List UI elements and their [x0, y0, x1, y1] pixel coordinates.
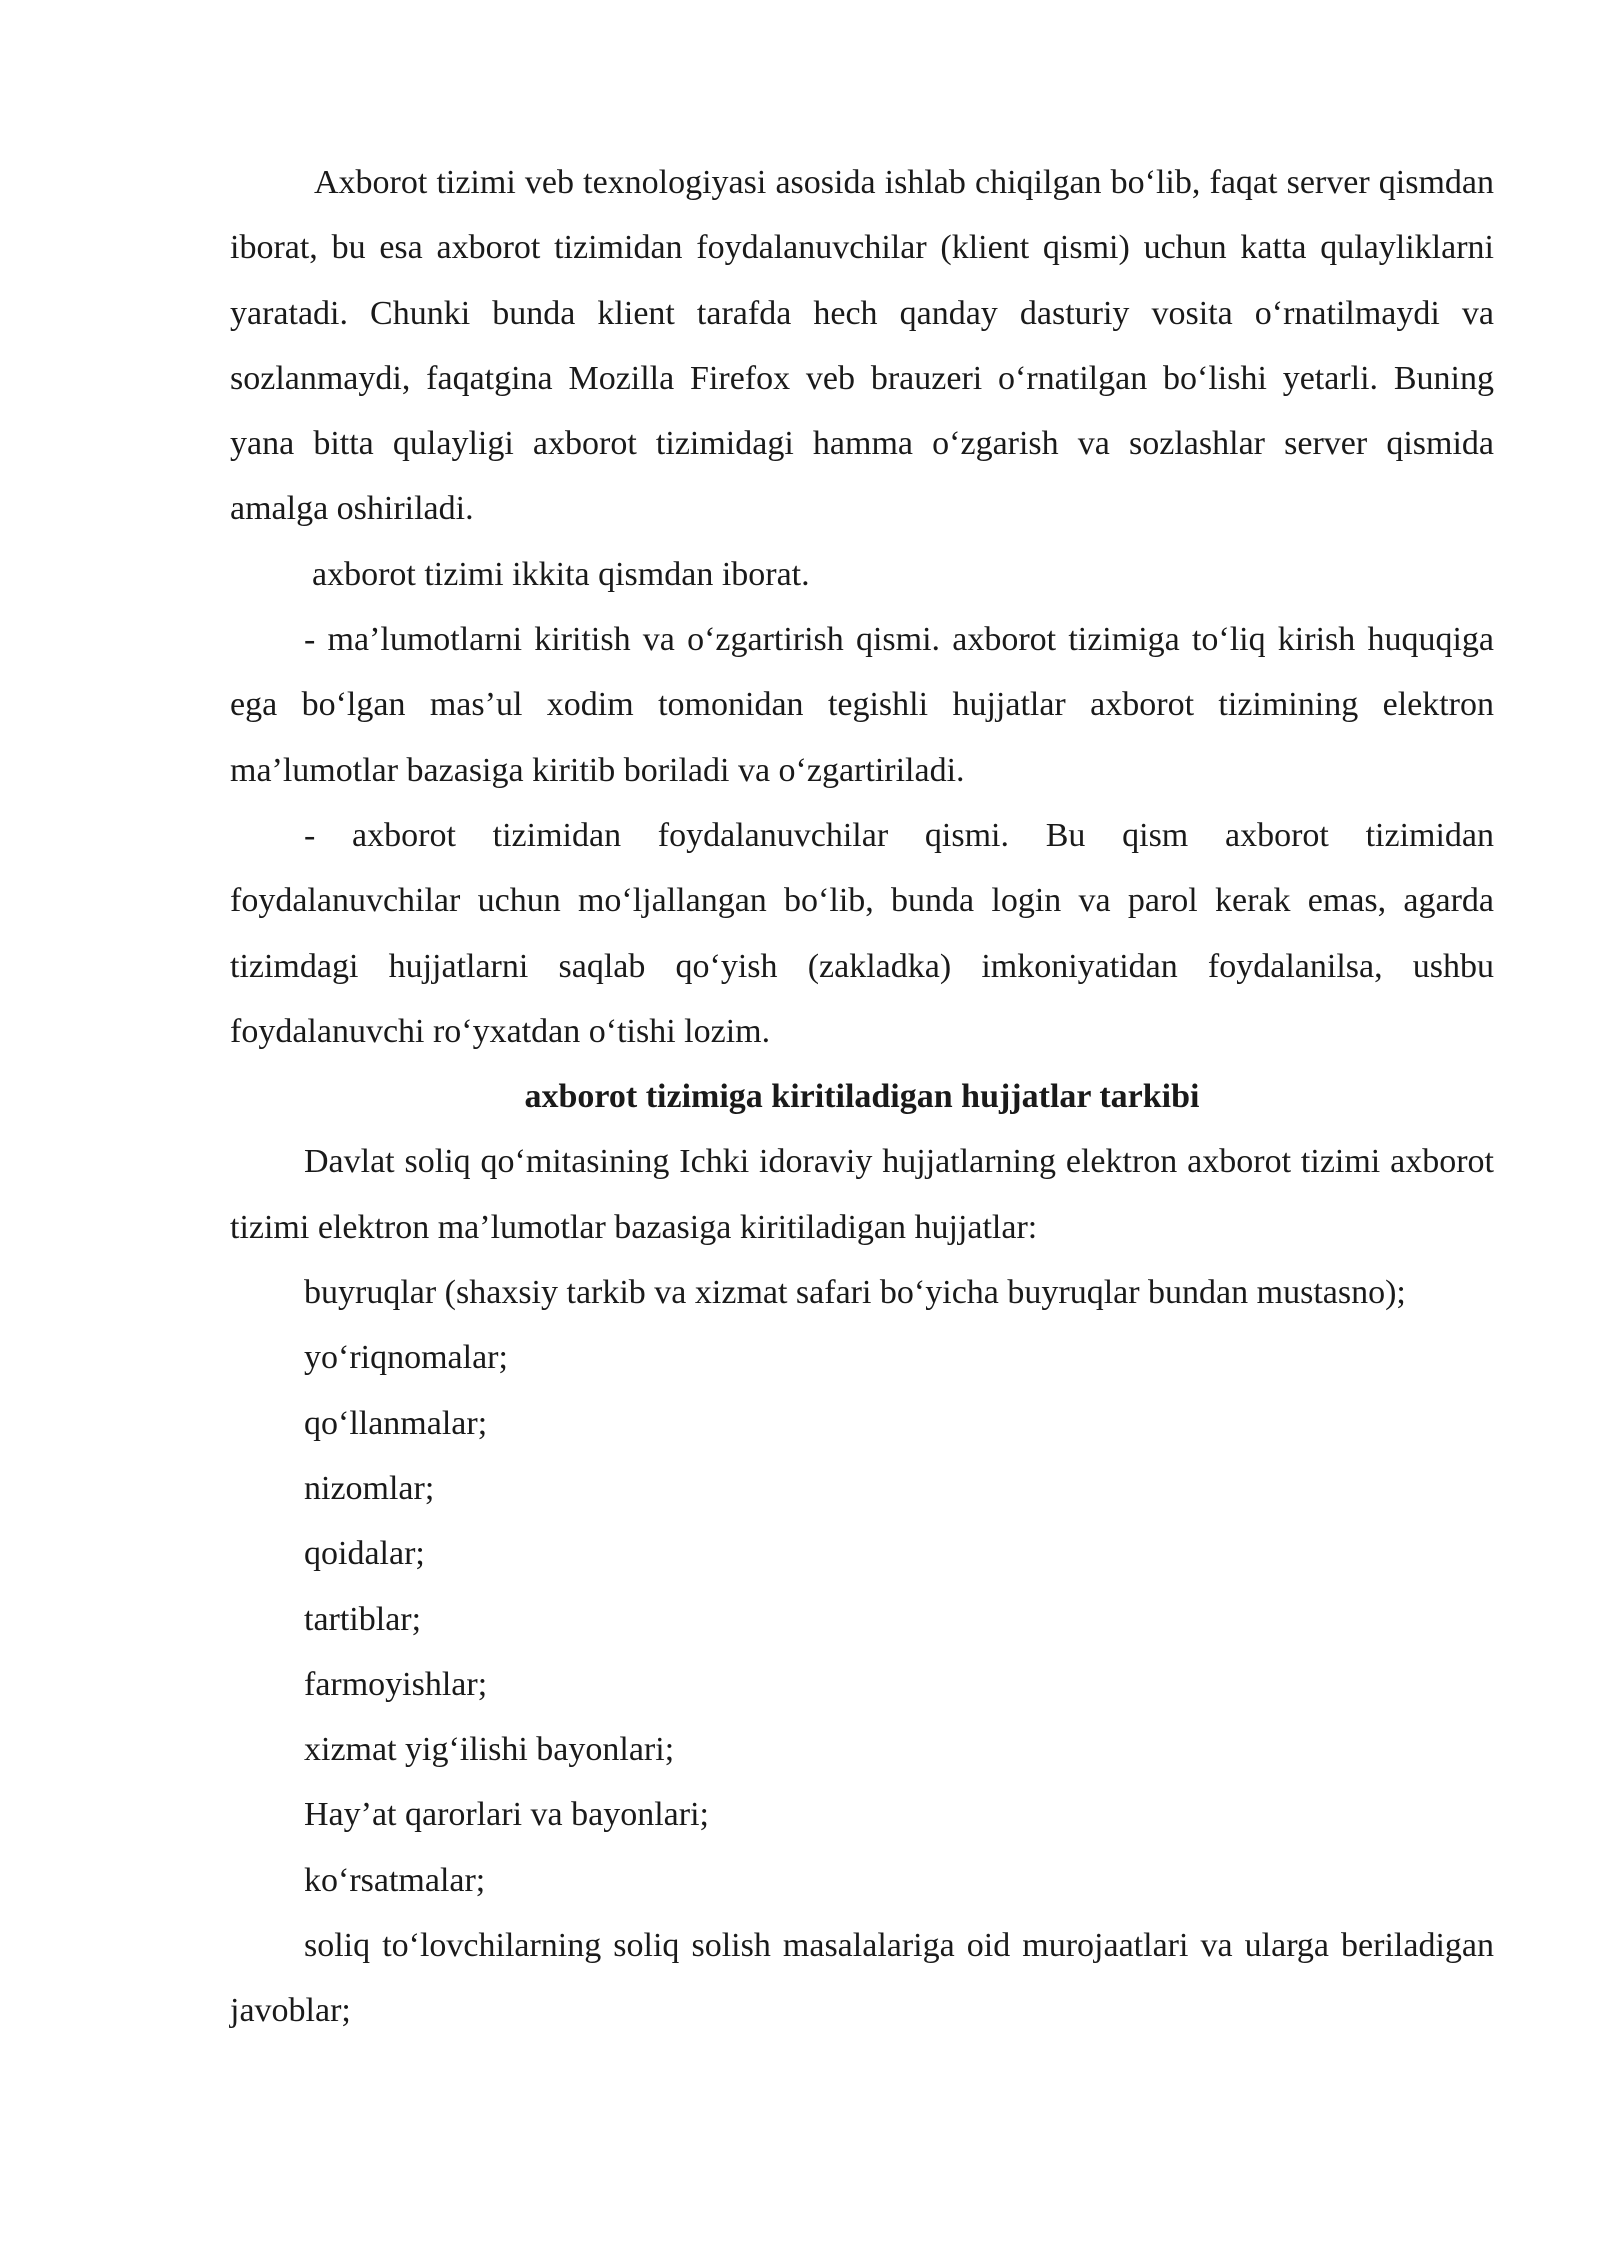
- list-item: Hay’at qarorlari va bayonlari;: [304, 1796, 709, 1834]
- document-page: [230, 150, 1494, 2044]
- list-item: yo‘riqnomalar;: [304, 1339, 508, 1377]
- section-heading: axborot tizimiga kiritiladigan hujjatlar tarkibi: [524, 1078, 1200, 1116]
- paragraph-input-part: - ma’lumotlarni kiritish va o‘zgartirish qismi. axborot tizimiga to‘liq kirish huquqiga ega bo‘lgan mas’ul xodim tomonidan tegishli hujjatlar axborot tizimining elektron ma’lumotlar bazasiga kiritib boriladi va o‘zgartiriladi.: [230, 621, 1494, 789]
- paragraph-documents-intro: Davlat soliq qo‘mitasining Ichki idoraviy hujjatlarning elektron axborot tizimi axborot tizimi elektron ma’lumotlar bazasiga kiritiladigan hujjatlar:: [230, 1143, 1494, 1246]
- list-item: tartiblar;: [304, 1600, 422, 1638]
- list-item: nizomlar;: [304, 1469, 435, 1507]
- paragraph-parts: axborot tizimi ikkita qismdan iborat.: [312, 555, 810, 593]
- paragraph-user-part: - axborot tizimidan foydalanuvchilar qismi. Bu qism axborot tizimidan foydalanuvchilar uchun mo‘ljallangan bo‘lib, bunda login va parol kerak emas, agarda tizimdagi hujjatlarni saqlab qo‘yish (zakladka) imkoniyatidan foydalanilsa, ushbu foydalanuvchi ro‘yxatdan o‘tishi lozim.: [230, 816, 1494, 1050]
- list-item: xizmat yig‘ilishi bayonlari;: [304, 1731, 675, 1769]
- list-item: qo‘llanmalar;: [304, 1404, 488, 1442]
- list-item: soliq to‘lovchilarning soliq solish masalalariga oid murojaatlari va ularga beriladigan javoblar;: [230, 1927, 1494, 2030]
- list-item: qoidalar;: [304, 1535, 425, 1573]
- paragraph-intro: Axborot tizimi veb texnologiyasi asosida ishlab chiqilgan bo‘lib, faqat server qismdan iborat, bu esa axborot tizimidan foydalanuvchilar (klient qismi) uchun katta qulayliklarni yaratadi. Chunki bunda klient tarafda hech qanday dasturiy vosita o‘rnatilmaydi va sozlanmaydi, faqatgina Mozilla Firefox veb brauzeri o‘rnatilgan bo‘lishi yetarli. Buning yana bitta qulayligi axborot tizimidagi hamma o‘zgarish va sozlashlar server qismida amalga oshiriladi.: [230, 164, 1494, 528]
- list-item: ko‘rsatmalar;: [304, 1861, 486, 1899]
- list-item: buyruqlar (shaxsiy tarkib va xizmat safari bo‘yicha buyruqlar bundan mustasno);: [304, 1274, 1406, 1312]
- list-item: farmoyishlar;: [304, 1665, 488, 1703]
